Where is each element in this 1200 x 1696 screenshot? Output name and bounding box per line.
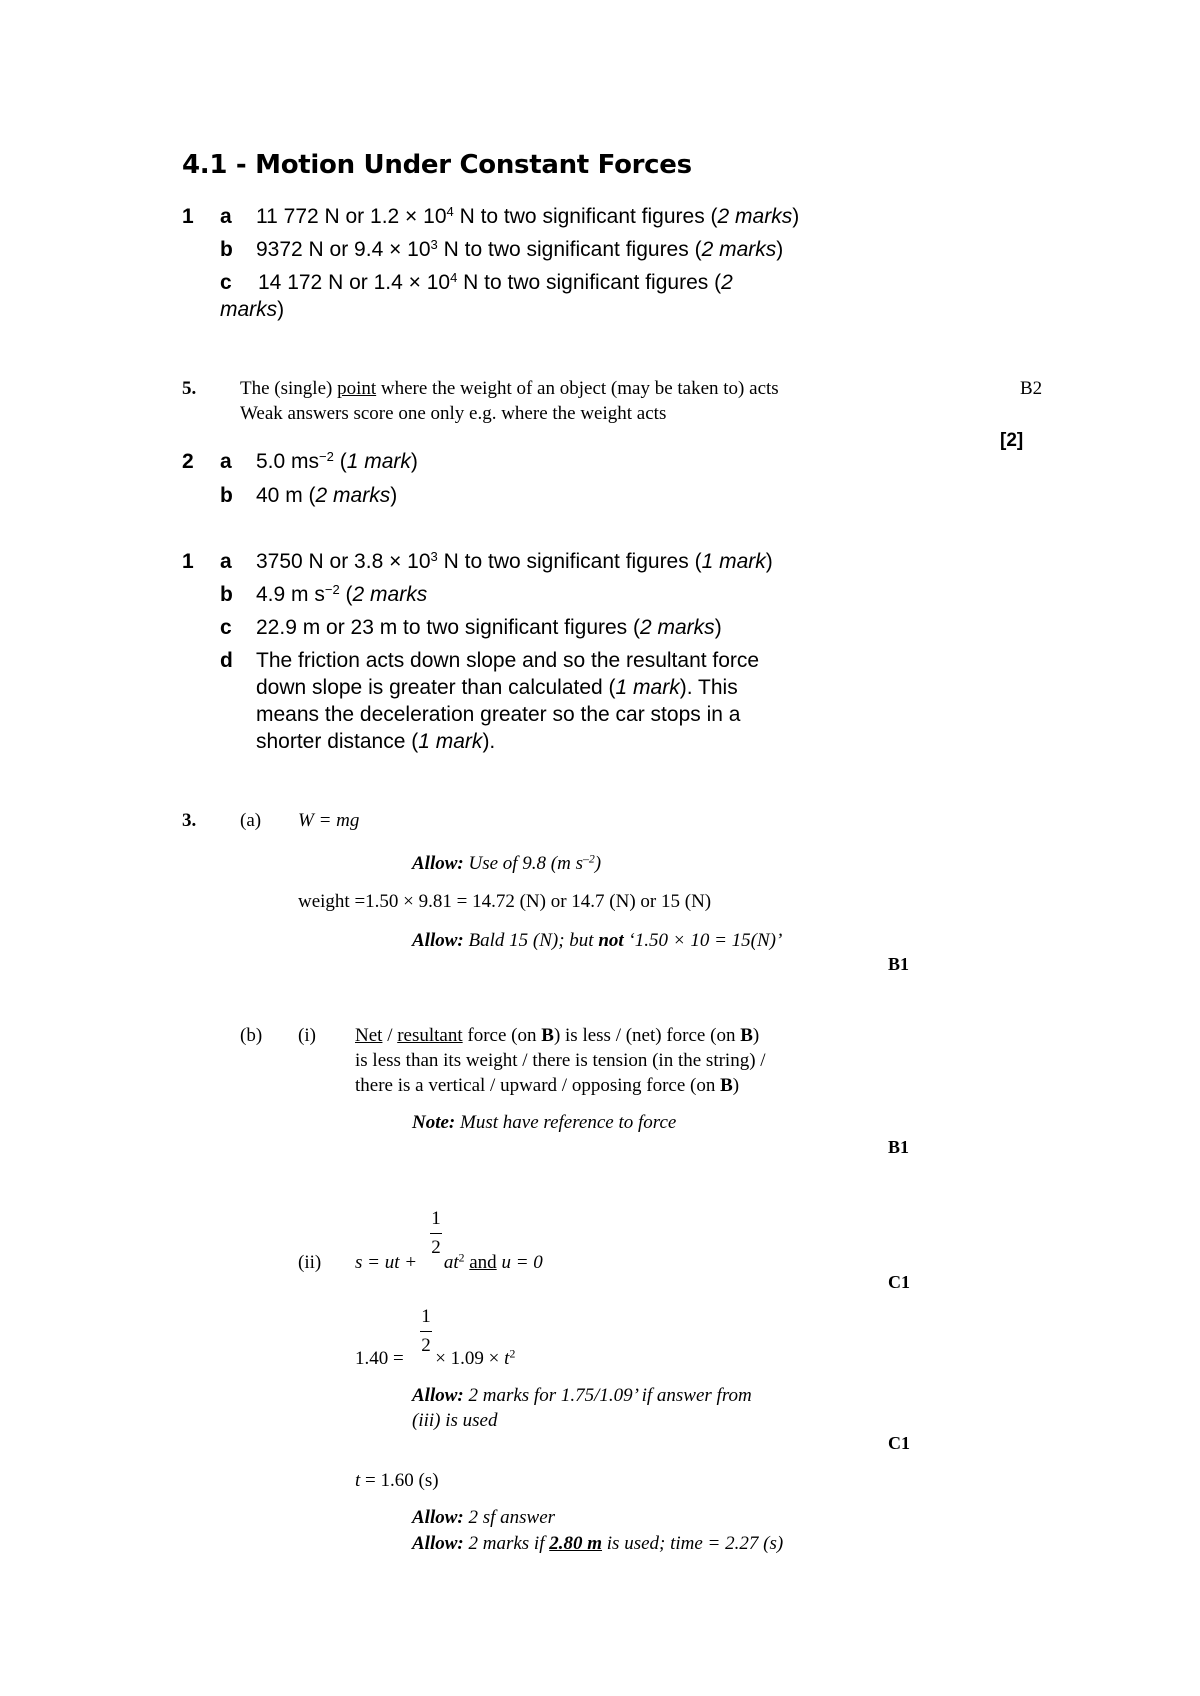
part-letter: b — [220, 484, 233, 507]
part-letter: d — [220, 649, 233, 672]
answer-line: 9372 N or $9.4 \times 10^3$ N to two significant figures (2 marks) — [256, 236, 784, 261]
answer-line: 14 172 N or $1.4 \times 10^4$ N to two significant figures (2 — [258, 269, 733, 294]
answer-line: 22.9 m or 23 m to two significant figures (2 marks) — [256, 616, 722, 639]
answer-line: shorter distance (1 mark). — [256, 730, 496, 753]
part-letter: b — [220, 238, 233, 261]
part-letter: a — [220, 450, 232, 473]
working-line: weight =1.50 × 9.81 = 14.72 (N) or 14.7 (N) or 15 (N) — [298, 891, 712, 912]
question-number: 2 — [182, 450, 194, 473]
answer-line: Net / resultant force (on B) is less / (net) force (on B) — [355, 1025, 760, 1046]
answer-note: Weak answers score one only e.g. where the weight acts — [240, 403, 667, 424]
answer-line: 4.9 m $s^{-2}$ (2 marks — [256, 581, 428, 606]
answer-line: 11 772 N or $1.2 \times 10^4$ N to two significant figures (2 marks) — [256, 203, 800, 228]
answer-line: 3750 N or $3.8 \times 10^3$ N to two significant figures (1 mark) — [256, 548, 773, 573]
mark-total: [2] — [1000, 430, 1024, 451]
allow-note: (iii) is used — [412, 1410, 498, 1431]
answer-line: there is a vertical / upward / opposing force (on B) — [355, 1075, 740, 1096]
allow-note: Allow: 2 sf answer — [412, 1507, 556, 1528]
fraction-half: 1 2 — [421, 1306, 431, 1356]
allow-note: Allow: Bald 15 (N); but not ‘1.50 × 10 = 15(N)’ — [412, 930, 783, 951]
part-letter: c — [220, 271, 232, 294]
part-label: (b) — [240, 1025, 263, 1046]
answer-line: is less than its weight / there is tension (in the string) / — [355, 1050, 766, 1071]
part-label: (a) — [240, 810, 262, 831]
note: Note: Must have reference to force — [412, 1112, 677, 1133]
mark-code: C1 — [888, 1272, 910, 1292]
subpart-label: (ii) — [298, 1252, 322, 1273]
question-number: 3. — [182, 810, 197, 831]
mark-code: C1 — [888, 1433, 910, 1453]
answer-line-wrap: marks) — [220, 298, 285, 321]
formula: s = ut + $at^2$ and u = 0 — [355, 1251, 543, 1273]
answer-line: The (single) point where the weight of an object (may be taken to) acts — [240, 378, 779, 399]
question-number: 1 — [182, 550, 194, 573]
answer-line: 40 m (2 marks) — [256, 484, 398, 507]
subpart-label: (i) — [298, 1025, 316, 1046]
answer-line: means the deceleration greater so the car stops in a — [256, 703, 741, 726]
answer-line: The friction acts down slope and so the resultant force — [256, 649, 760, 672]
page-title: 4.1 - Motion Under Constant Forces — [182, 150, 692, 180]
question-number: 5. — [182, 378, 197, 399]
mark-code: B1 — [888, 954, 910, 974]
fraction-half: 1 2 — [431, 1208, 441, 1258]
working-line: 1.40 = × $1.09 \times t^2$ — [355, 1347, 516, 1369]
working-line: t = 1.60 (s) — [355, 1470, 439, 1491]
allow-note: Allow: 2 marks if 2.80 m is used; time = 2.27 (s) — [412, 1533, 784, 1554]
question-number: 1 — [182, 205, 194, 228]
answer-line: 5.0 $ms^{-2}$ (1 mark) — [256, 448, 418, 473]
mark-code: B2 — [1020, 378, 1043, 399]
allow-note: Allow: Use of 9.8 (m $s^{-2}$) — [412, 852, 602, 874]
answer-line: down slope is greater than calculated (1 mark). This — [256, 676, 738, 699]
allow-note: Allow: 2 marks for 1.75/1.09’ if answer from — [412, 1385, 752, 1406]
part-letter: a — [220, 550, 232, 573]
formula: W = mg — [298, 810, 360, 831]
mark-code: B1 — [888, 1137, 910, 1157]
part-letter: c — [220, 616, 232, 639]
part-letter: a — [220, 205, 232, 228]
part-letter: b — [220, 583, 233, 606]
